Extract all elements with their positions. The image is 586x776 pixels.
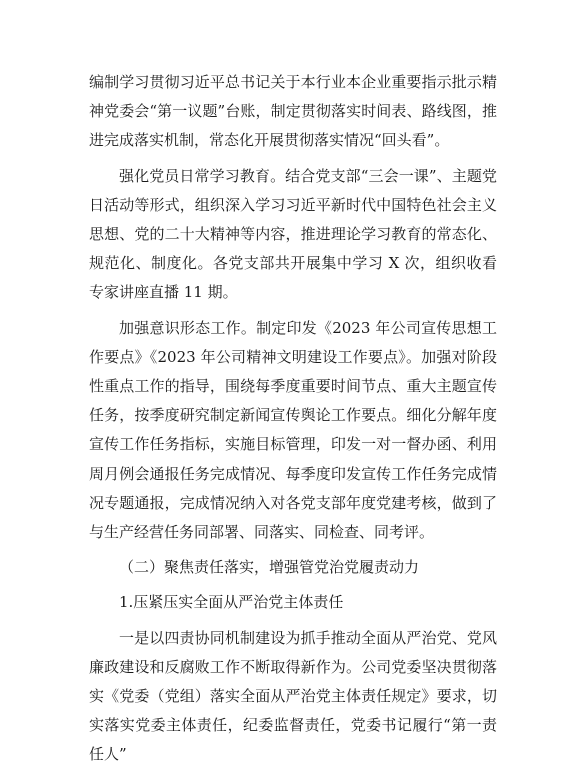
section-heading: （二）聚焦责任落实，增强管党治党履责动力 [119, 558, 420, 577]
paragraph-4: 一是以四责协同机制建设为抓手推动全面从严治党、党风廉政建设和反腐败工作不断取得新作为。公司党委坚决贯彻落实《党委（党组）落实全面从严治党主体责任规定》要求，切实落实党委主体责任，纪委监督责任，党委书记履行“第一责任人” [89, 628, 497, 764]
paragraph-3: 加强意识形态工作。制定印发《2023 年公司宣传思想工作要点》《2023 年公司精神文明建设工作要点》。加强对阶段性重点工作的指导，围绕每季度重要时间节点、重大主题宣传任务，按季度研究制定新闻宣传舆论工作要点。细化分解年度宣传工作任务指标，实施目标管理，印发一对一督办函、利用周月例会通报任务完成情况、每季度印发宣传工作任务完成情况专题通报，完成情况纳入对各党支部年度党建考核，做到了与生产经营任务同部署、同落实、同检查、同考评。 [89, 318, 497, 542]
paragraph-1: 编制学习贯彻习近平总书记关于本行业本企业重要指示批示精神党委会“第一议题”台账，制定贯彻落实时间表、路线图，推进完成落实机制，常态化开展贯彻落实情况“回头看”。 [89, 73, 497, 150]
document-body [89, 68, 497, 776]
subsection-heading: 1.压紧压实全面从严治党主体责任 [119, 593, 344, 612]
paragraph-2: 强化党员日常学习教育。结合党支部“三会一课”、主题党日活动等形式，组织深入学习习近平新时代中国特色社会主义思想、党的二十大精神等内容，推进理论学习教育的常态化、规范化、制度化。各党支部共开展集中学习 X 次，组织收看专家讲座直播 11 期。 [89, 166, 497, 302]
